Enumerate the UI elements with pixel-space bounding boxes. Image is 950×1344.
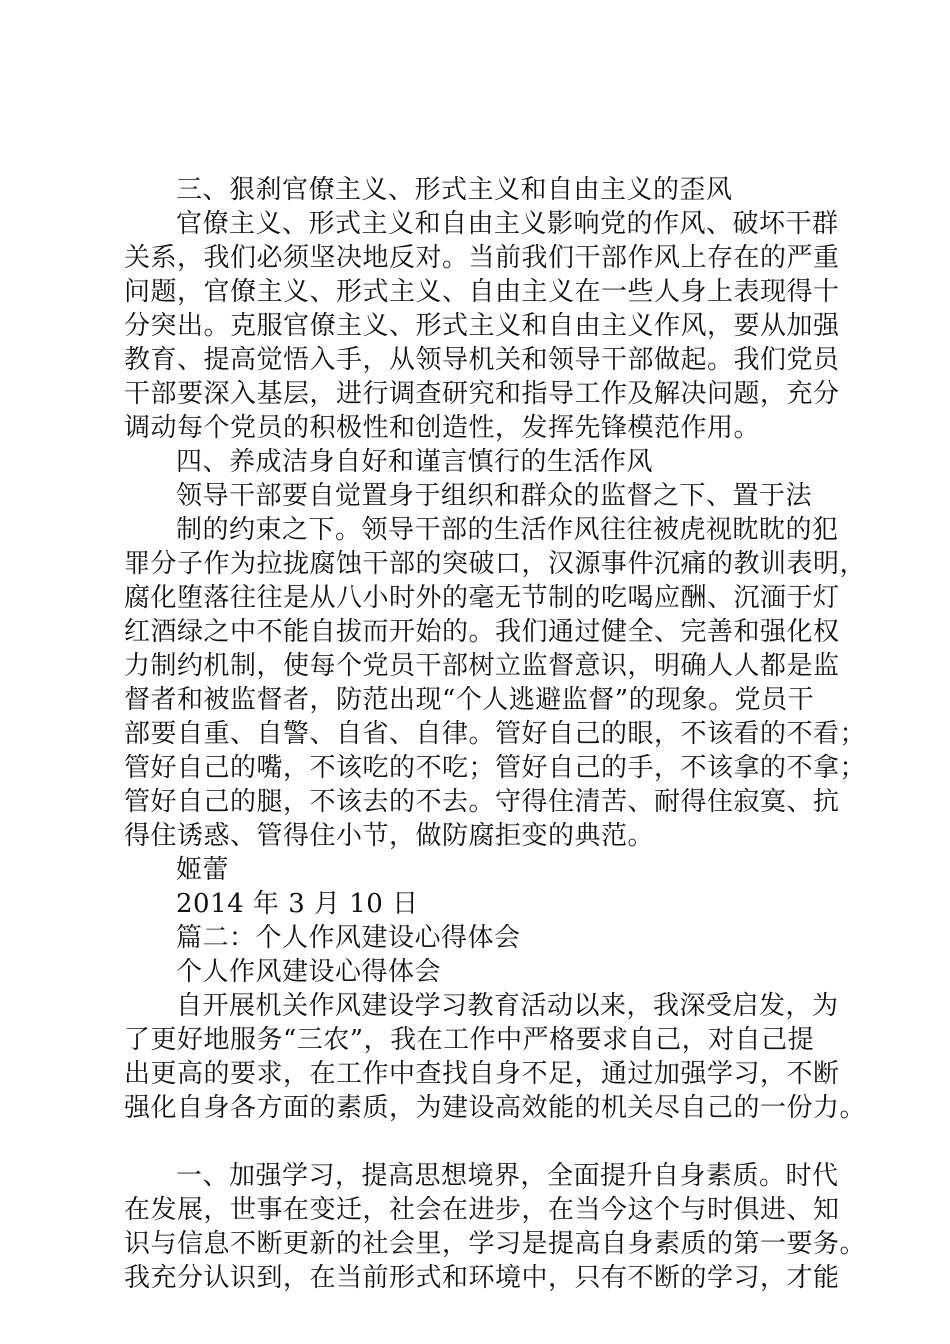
paragraph-line: 出更高的要求，在工作中查找自身不足，通过加强学习，不断 [124, 1059, 840, 1089]
paragraph-line: 在发展，世事在变迁，社会在进步，在当今这个与时俱进、知 [124, 1195, 840, 1225]
paragraph-line: 我充分认识到，在当前形式和环境中，只有不断的学习，才能 [124, 1263, 840, 1293]
paragraph-line: 识与信息不断更新的社会里，学习是提高自身素质的第一要务。 [124, 1229, 867, 1259]
paragraph-line: 干部要深入基层，进行调查研究和指导工作及解决问题，充分 [124, 379, 840, 409]
paragraph-line: 领导干部要自觉置身于组织和群众的监督之下、置于法 [176, 481, 813, 511]
article-subtitle: 个人作风建设心得体会 [176, 957, 442, 987]
paragraph-line: 教育、提高觉悟入手，从领导机关和领导干部做起。我们党员 [124, 345, 840, 375]
paragraph-line: 罪分子作为拉拢腐蚀干部的突破口，汉源事件沉痛的教训表明， [124, 549, 867, 579]
paragraph-line: 问题，官僚主义、形式主义、自由主义在一些人身上表现得十 [124, 277, 840, 307]
paragraph-line: 一、加强学习，提高思想境界，全面提升自身素质。时代 [176, 1161, 839, 1191]
section-heading: 四、养成洁身自好和谨言慎行的生活作风 [176, 447, 654, 477]
paragraph-line: 制的约束之下。领导干部的生活作风往往被虎视眈眈的犯 [176, 515, 839, 545]
author-name: 姬蕾 [176, 855, 230, 885]
paragraph-line: 了更好地服务“三农”，我在工作中严格要求自己，对自己提 [124, 1025, 815, 1055]
paragraph-line: 管好自己的嘴，不该吃的不吃；管好自己的手，不该拿的不拿； [124, 753, 867, 783]
paragraph-line: 腐化堕落往往是从八小时外的毫无节制的吃喝应酬、沉湎于灯 [124, 583, 840, 613]
paragraph-line: 得住诱惑、管得住小节，做防腐拒变的典范。 [124, 821, 655, 851]
paragraph-line: 官僚主义、形式主义和自由主义影响党的作风、破坏干群 [176, 209, 839, 239]
paragraph-line: 自开展机关作风建设学习教育活动以来，我深受启发，为 [176, 991, 839, 1021]
paragraph-line: 关系，我们必须坚决地反对。当前我们干部作风上存在的严重 [124, 243, 840, 273]
paragraph-line: 调动每个党员的积极性和创造性，发挥先锋模范作用。 [124, 413, 761, 443]
paragraph-line: 部要自重、自警、自省、自律。管好自己的眼，不该看的不看； [124, 719, 867, 749]
paragraph-line: 督者和被监督者，防范出现“个人逃避监督”的现象。党员干 [124, 685, 815, 715]
paragraph-line: 分突出。克服官僚主义、形式主义和自由主义作风，要从加强 [124, 311, 840, 341]
date-line: 2014 年 3 月 10 日 [176, 889, 419, 919]
paragraph-line: 力制约机制，使每个党员干部树立监督意识，明确人人都是监 [124, 651, 840, 681]
section-heading: 三、狠刹官僚主义、形式主义和自由主义的歪风 [176, 175, 733, 205]
paragraph-line: 管好自己的腿，不该去的不去。守得住清苦、耐得住寂寞、抗 [124, 787, 840, 817]
paragraph-line: 强化自身各方面的素质，为建设高效能的机关尽自己的一份力。 [124, 1093, 867, 1123]
article-title: 篇二：个人作风建设心得体会 [176, 923, 521, 953]
paragraph-line: 红酒绿之中不能自拔而开始的。我们通过健全、完善和强化权 [124, 617, 840, 647]
